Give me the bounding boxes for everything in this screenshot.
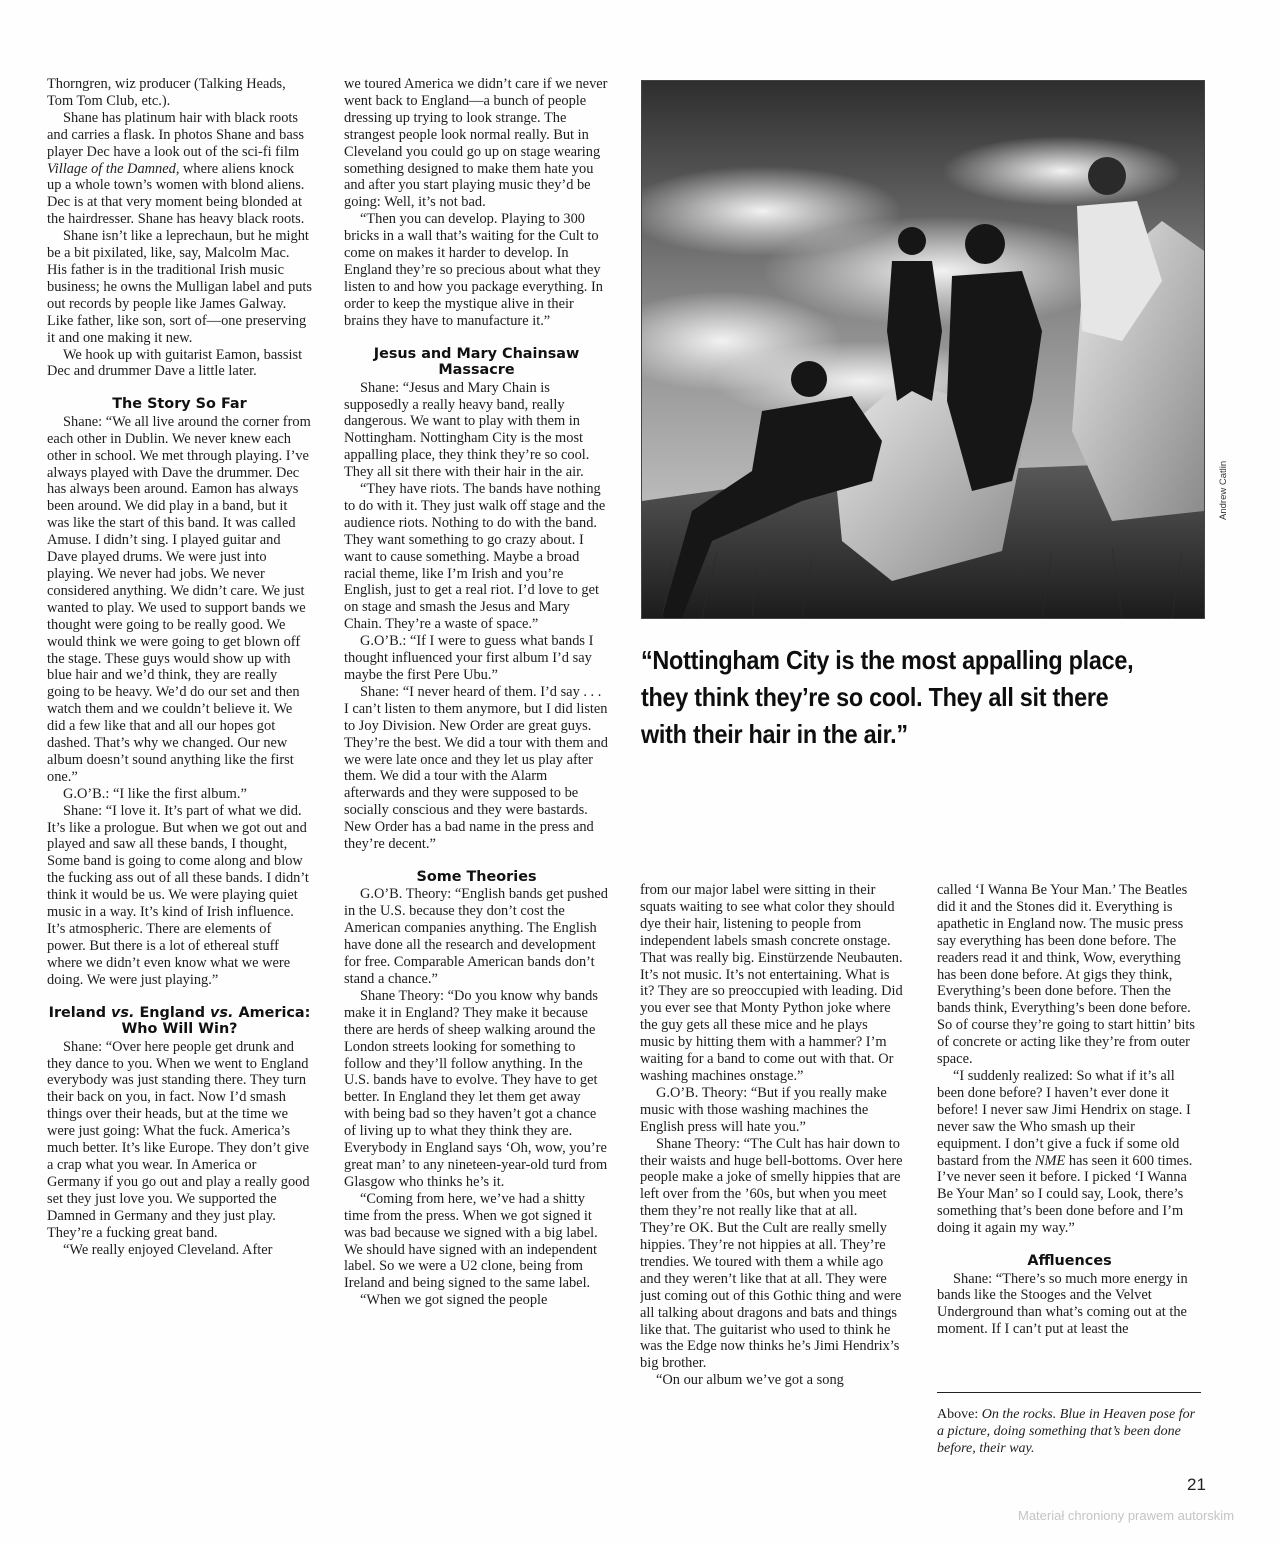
- article-paragraph: Shane Theory: “Do you know why bands make it in England? They make it because there are herds of sheep walking around the London streets looking for something to follow and they’ll follow anything. In the U.S. bands have to evolve. They have to get better. In England they let them get away with being bad so they haven’t got a chance of living up to what they think they are. Everybody in England says ‘Oh, wow, you’re great man’ to any nineteen-year-old turd from Glasgow who thinks he’s it.: [344, 987, 608, 1190]
- pull-quote: “Nottingham City is the most appalling place, they think they’re so cool. They all sit there with their hair in the air.”: [641, 645, 1134, 749]
- band-photo-illustration: [642, 81, 1204, 618]
- section-heading: Ireland vs. England vs. America: Who Will Win?: [48, 1004, 311, 1038]
- article-paragraph: Thorngren, wiz producer (Talking Heads, Tom Tom Club, etc.).: [47, 76, 286, 109]
- article-paragraph: Shane: “Over here people get drunk and they dance to you. When we went to England everybody was just standing there. They turn their back on you, in fact. Now I’d smash things over their heads, but at the time we were just going: What the fuck. America’s much better. It’s like Europe. They don’t give a crap what you wear. In America or Germany if you go out and play a really good set they just love you. We supported the Damned in Germany and they just play. They’re a fucking great band.: [47, 1038, 310, 1241]
- article-paragraph: G.O’B. Theory: “But if you really make music with those washing machines the English press will hate you.”: [640, 1084, 887, 1135]
- article-paragraph: “They have riots. The bands have nothing to do with it. They just walk off stage and the audience riots. Nothing to do with the band. They want something to go crazy about. I want to cause something. Maybe a broad racial theme, like I’m Irish and you’re English, just to get a real riot. I’d love to get on stage and smash the Jesus and Mary Chain. They’re a waste of space.”: [344, 481, 606, 633]
- caption-rule: [937, 1392, 1201, 1393]
- photo-caption: [937, 1406, 1202, 1457]
- article-paragraph: called ‘I Wanna Be Your Man.’ The Beatles did it and the Stones did it. Everything is apathetic in England now. The music press say everything has been done before. The readers read it and think, Wow, everything has been done before. At gigs they think, Everything’s been done before. Then the bands think, Everything’s been done before. So of course they’re going to start hittin’ bits of concrete or acting like they’re from outer space.: [937, 882, 1195, 1068]
- section-heading: Affluences: [1027, 1253, 1112, 1270]
- article-paragraph: from our major label were sitting in their squats waiting to see what color they should dye their hair, listening to people from independent labels smash concrete onstage. That was really big. Einstürzende Neubauten. It’s not music. It’s not entertaining. What is it? They are so preoccupied with leading. Did you ever see that Monty Python joke where the guy gets all these mice and he plays music by hitting them with a hammer? I’m waiting for a band to come out with that. Or washing machines onstage.”: [640, 882, 903, 1084]
- section-heading: Jesus and Mary Chainsaw Massacre: [373, 345, 580, 379]
- article-column-2: [344, 76, 609, 1466]
- article-paragraph: Shane: “Jesus and Mary Chain is supposedly a really heavy band, really dangerous. We want to play with them in Nottingham. Nottingham City is the most appalling place, they think they’re so cool. They all sit there with their hair in the air.: [344, 379, 590, 481]
- article-paragraph: G.O’B.: “I like the first album.”: [63, 785, 247, 802]
- article-paragraph: “Coming from here, we’ve had a shitty time from the press. When we got signed it was bad because we signed with a big label. We should have signed with an independent label. So we were a U2 clone, being from Ireland and being signed to the same label.: [344, 1190, 598, 1292]
- article-paragraph: “Then you can develop. Playing to 300 bricks in a wall that’s waiting for the Cult to come on makes it harder to develop. In England they’re so precious about what they listen to and how you package everything. In order to keep the mystique alive in their brains they have to manufacture it.”: [344, 211, 603, 329]
- article-paragraph: G.O’B. Theory: “English bands get pushed in the U.S. because they don’t cost the American companies anything. The English have done all the research and development for free. Comparable American bands don’t stand a chance.”: [344, 886, 608, 987]
- article-paragraph: “When we got signed the people: [360, 1292, 548, 1309]
- article-paragraph: “I suddenly realized: So what if it’s all been done before? I haven’t ever done it before! I never saw Jimi Hendrix on stage. I never saw the Who smash up their equipment. I don’t give a fuck if some old bastard from the NME has seen it 600 times. I’ve never seen it before. I picked ‘I Wanna Be Your Man’ so I could say, Look, there’s something that’s been done before and I’m doing it again my way.”: [937, 1067, 1193, 1237]
- article-paragraph: G.O’B.: “If I were to guess what bands I thought influenced your first album I’d say maybe the first Pere Ubu.”: [344, 633, 594, 683]
- article-paragraph: Shane: “I love it. It’s part of what we did. It’s like a prologue. But when we got out and played and saw all these bands, I thought, Some band is going to come along and blow the fucking ass out of all these bands. I didn’t think it would be us. We were playing quiet music in a way. It’s kind of Irish influence. It’s atmospheric. There are elements of power. But there is a lot of ethereal stuff where we didn’t even know what we were doing. We were just playing.”: [47, 802, 309, 988]
- section-heading: The Story So Far: [112, 396, 247, 413]
- article-column-1: [47, 76, 312, 1466]
- caption-lead: Above:: [937, 1407, 979, 1422]
- article-paragraph: we toured America we didn’t care if we never went back to England—a bunch of people dressing up trying to look strange. The strangest people look normal really. But in Cleveland you could go up on stage wearing something designed to make them hate you and after you start playing music they’d be going: Well, it’s not bad.: [344, 76, 608, 211]
- article-paragraph: Shane Theory: “The Cult has hair down to their waists and huge bell-bottoms. Over here people make a joke of smelly hippies that are left over from the ’60s, but when you meet them they’re not really like that at all. They’re OK. But the Cult are really smelly hippies. They’re not hippies at all. They’re trendies. We toured with them a while ago and they weren’t like that at all. They were just coming out of this Gothic thing and were all talking about dragons and bats and things like that. The guitarist who used to think he was the Edge now thinks he’s Jimi Hendrix’s big brother.: [640, 1135, 903, 1372]
- section-heading: Some Theories: [416, 868, 537, 885]
- article-paragraph: Shane isn’t like a leprechaun, but he might be a bit pixilated, like, say, Malcolm Mac. His father is in the traditional Irish music business; he owns the Mulligan label and puts out records by people like James Galway. Like father, like son, sort of—one preserving it and one making it new.: [47, 228, 312, 346]
- page-number: 21: [1187, 1475, 1206, 1494]
- article-paragraph: Shane: “I never heard of them. I’d say . . . I can’t listen to them anymore, but I did listen to Joy Division. New Order are great guys. They’re the best. We did a tour with them and we were late once and they let us play after them. We did a tour with the Alarm afterwards and they were supposed to be socially conscious and they were bastards. New Order has a bad name in the press and they’re decent.”: [344, 683, 608, 853]
- article-paragraph: “On our album we’ve got a song: [656, 1372, 844, 1389]
- article-column-4: [937, 882, 1202, 1392]
- band-photo: [641, 80, 1205, 619]
- article-paragraph: We hook up with guitarist Eamon, bassist Dec and drummer Dave a little later.: [47, 346, 303, 380]
- caption-text: On the rocks. Blue in Heaven pose for a picture, doing something that’s been done before, their way.: [937, 1407, 1196, 1456]
- photo-credit: Andrew Catlin: [1218, 460, 1229, 520]
- article-paragraph: Shane: “There’s so much more energy in bands like the Stooges and the Velvet Underground than what’s coming out at the moment. If I can’t put at least the: [937, 1270, 1188, 1338]
- copyright-watermark: Materiał chroniony prawem autorskim: [1018, 1508, 1235, 1523]
- article-paragraph: Shane has platinum hair with black roots and carries a flask. In photos Shane and bass player Dec have a look out of the sci-fi film Village of the Damned, where aliens knock up a whole town’s women with blond aliens. Dec is at that very moment being blonded at the hairdresser. Shane has heavy black roots.: [47, 109, 305, 228]
- article-column-3: [640, 882, 905, 1467]
- article-paragraph: Shane: “We all live around the corner from each other in Dublin. We never knew each other in school. We met through playing. I’ve always played with Dave the drummer. Dec has always been around. Eamon has always been around. We did play in a band, but it was like the start of this band. It was called Amuse. I didn’t sing. I played guitar and Dave played drums. We were just into playing. We never had jobs. We never considered anything. We didn’t care. We just wanted to play. We used to support bands we thought were going to be really good. We would think we were going to get blown off the stage. These guys would show up with blue hair and we’d think, they are really going to be heavy. We’d do our set and then watch them and we couldn’t believe it. We did a few like that and all our hopes got dashed. That’s why we changed. Our new album doesn’t sound anything like the first one.”: [47, 413, 311, 785]
- article-paragraph: “We really enjoyed Cleveland. After: [63, 1241, 273, 1258]
